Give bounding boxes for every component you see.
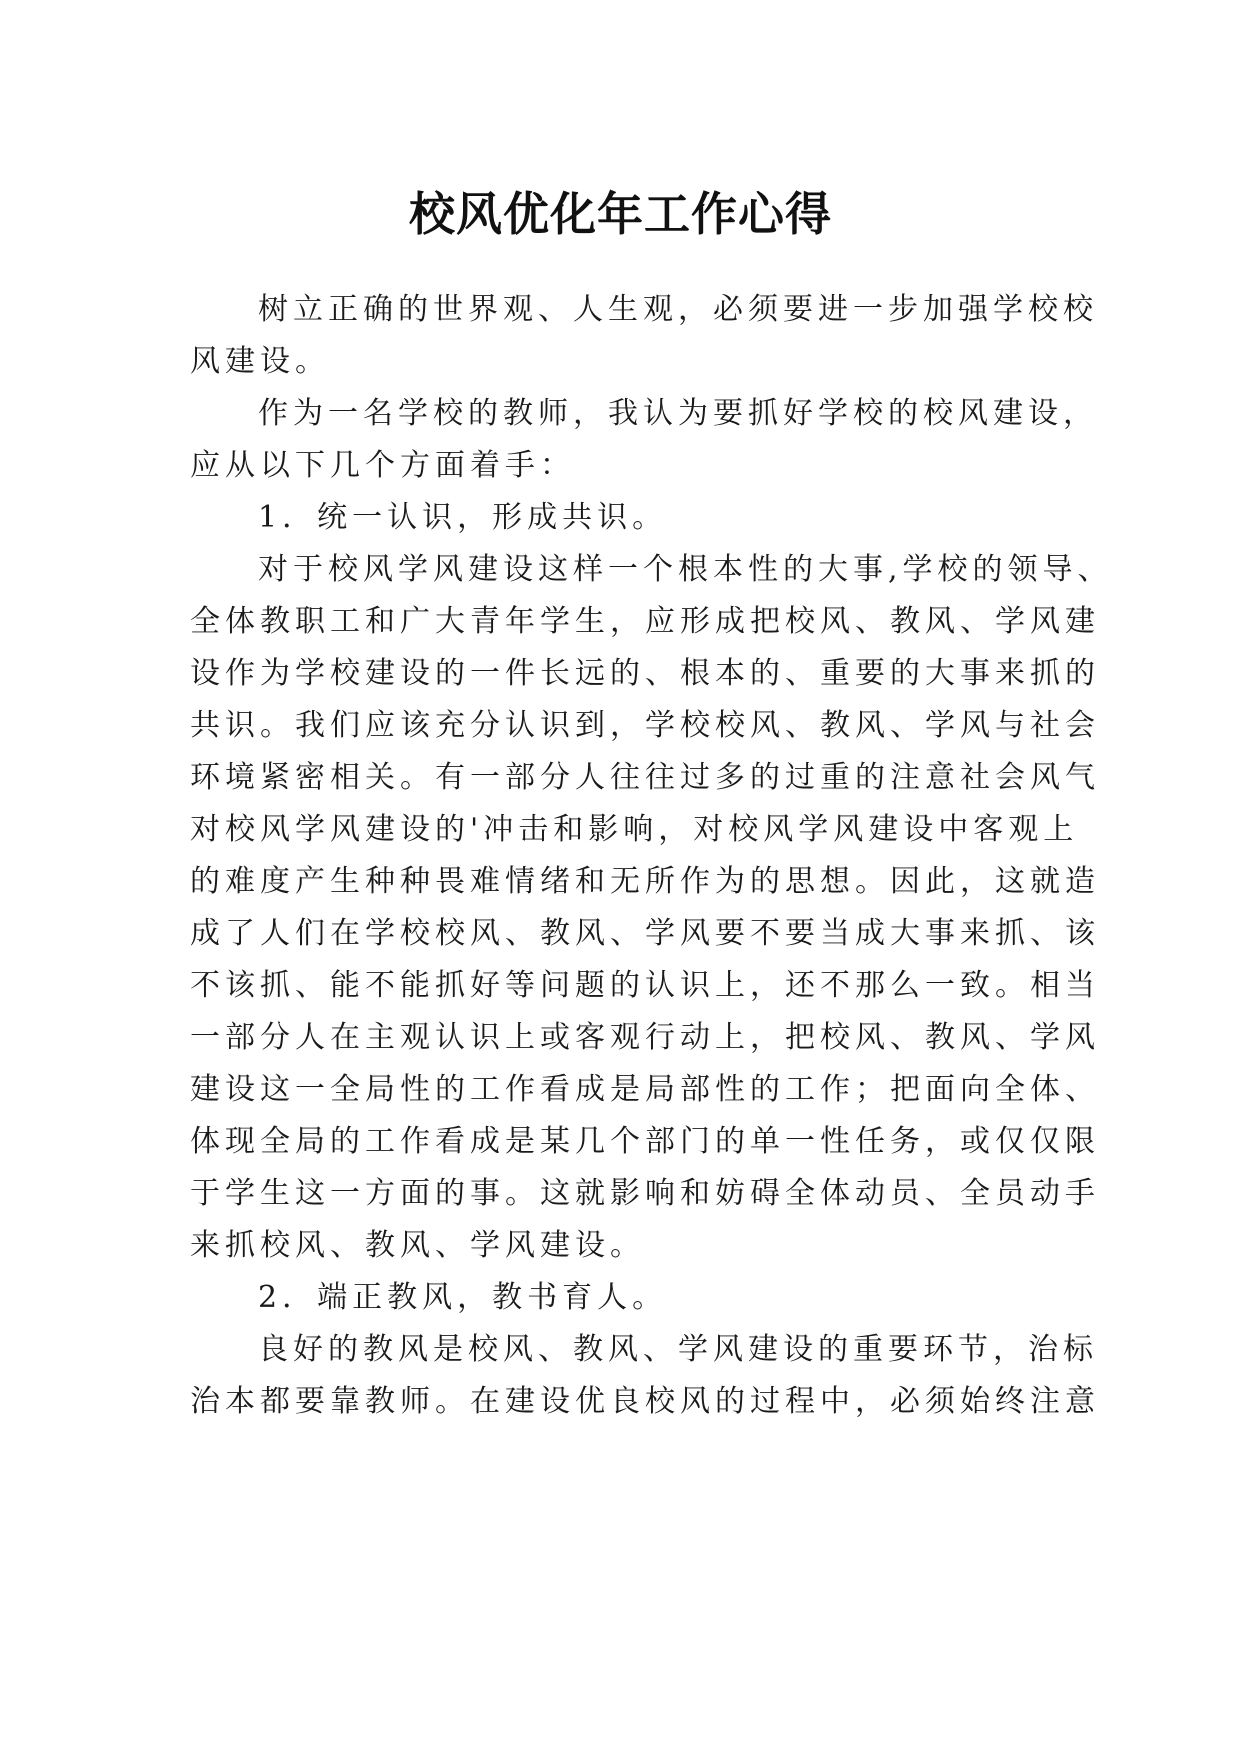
text-line: 1．统一认识，形成共识。 xyxy=(258,500,668,535)
text-line: 共识。我们应该充分认识到，学校校风、教风、学风与社会 xyxy=(190,708,1100,743)
text-line: 建设这一全局性的工作看成是局部性的工作；把面向全体、 xyxy=(190,1072,1100,1107)
text-line: 不该抓、能不能抓好等问题的认识上，还不那么一致。相当 xyxy=(190,968,1100,1003)
text-line: 树立正确的世界观、人生观，必须要进一步加强学校校 xyxy=(258,292,1098,327)
text-line: 治本都要靠教师。在建设优良校风的过程中，必须始终注意 xyxy=(190,1384,1100,1419)
document-body xyxy=(190,284,1113,1428)
text-line: 一部分人在主观认识上或客观行动上，把校风、教风、学风 xyxy=(190,1020,1100,1055)
text-line: 对于校风学风建设这样一个根本性的大事,学校的领导、 xyxy=(258,552,1113,587)
paragraph-2 xyxy=(190,388,1098,492)
text-line: 风建设。 xyxy=(190,344,330,379)
section-heading-1 xyxy=(190,492,1056,544)
text-line: 体现全局的工作看成是某几个部门的单一性任务，或仅仅限 xyxy=(190,1124,1100,1159)
text-line: 于学生这一方面的事。这就影响和妨碍全体动员、全员动手 xyxy=(190,1176,1100,1211)
paragraph-1 xyxy=(190,284,1098,388)
text-line: 作为一名学校的教师，我认为要抓好学校的校风建设， xyxy=(258,396,1098,431)
text-line: 2．端正教风，教书育人。 xyxy=(258,1280,668,1315)
text-line: 良好的教风是校风、教风、学风建设的重要环节，治标 xyxy=(258,1332,1098,1367)
text-line: 应从以下几个方面着手： xyxy=(190,448,575,483)
paragraph-4 xyxy=(190,1324,1100,1428)
text-line: 来抓校风、教风、学风建设。 xyxy=(190,1228,645,1263)
section-heading-2 xyxy=(190,1272,1056,1324)
text-line: 对校风学风建设的'冲击和影响，对校风学风建设中客观上 xyxy=(190,812,1079,847)
text-line: 设作为学校建设的一件长远的、根本的、重要的大事来抓的 xyxy=(190,656,1100,691)
text-line: 成了人们在学校校风、教风、学风要不要当成大事来抓、该 xyxy=(190,916,1100,951)
paragraph-3 xyxy=(190,544,1113,1272)
text-line: 环境紧密相关。有一部分人往往过多的过重的注意社会风气 xyxy=(190,760,1100,795)
text-line: 的难度产生种种畏难情绪和无所作为的思想。因此，这就造 xyxy=(190,864,1100,899)
document-title: 校风优化年工作心得 xyxy=(409,186,832,241)
text-line: 全体教职工和广大青年学生，应形成把校风、教风、学风建 xyxy=(190,604,1100,639)
